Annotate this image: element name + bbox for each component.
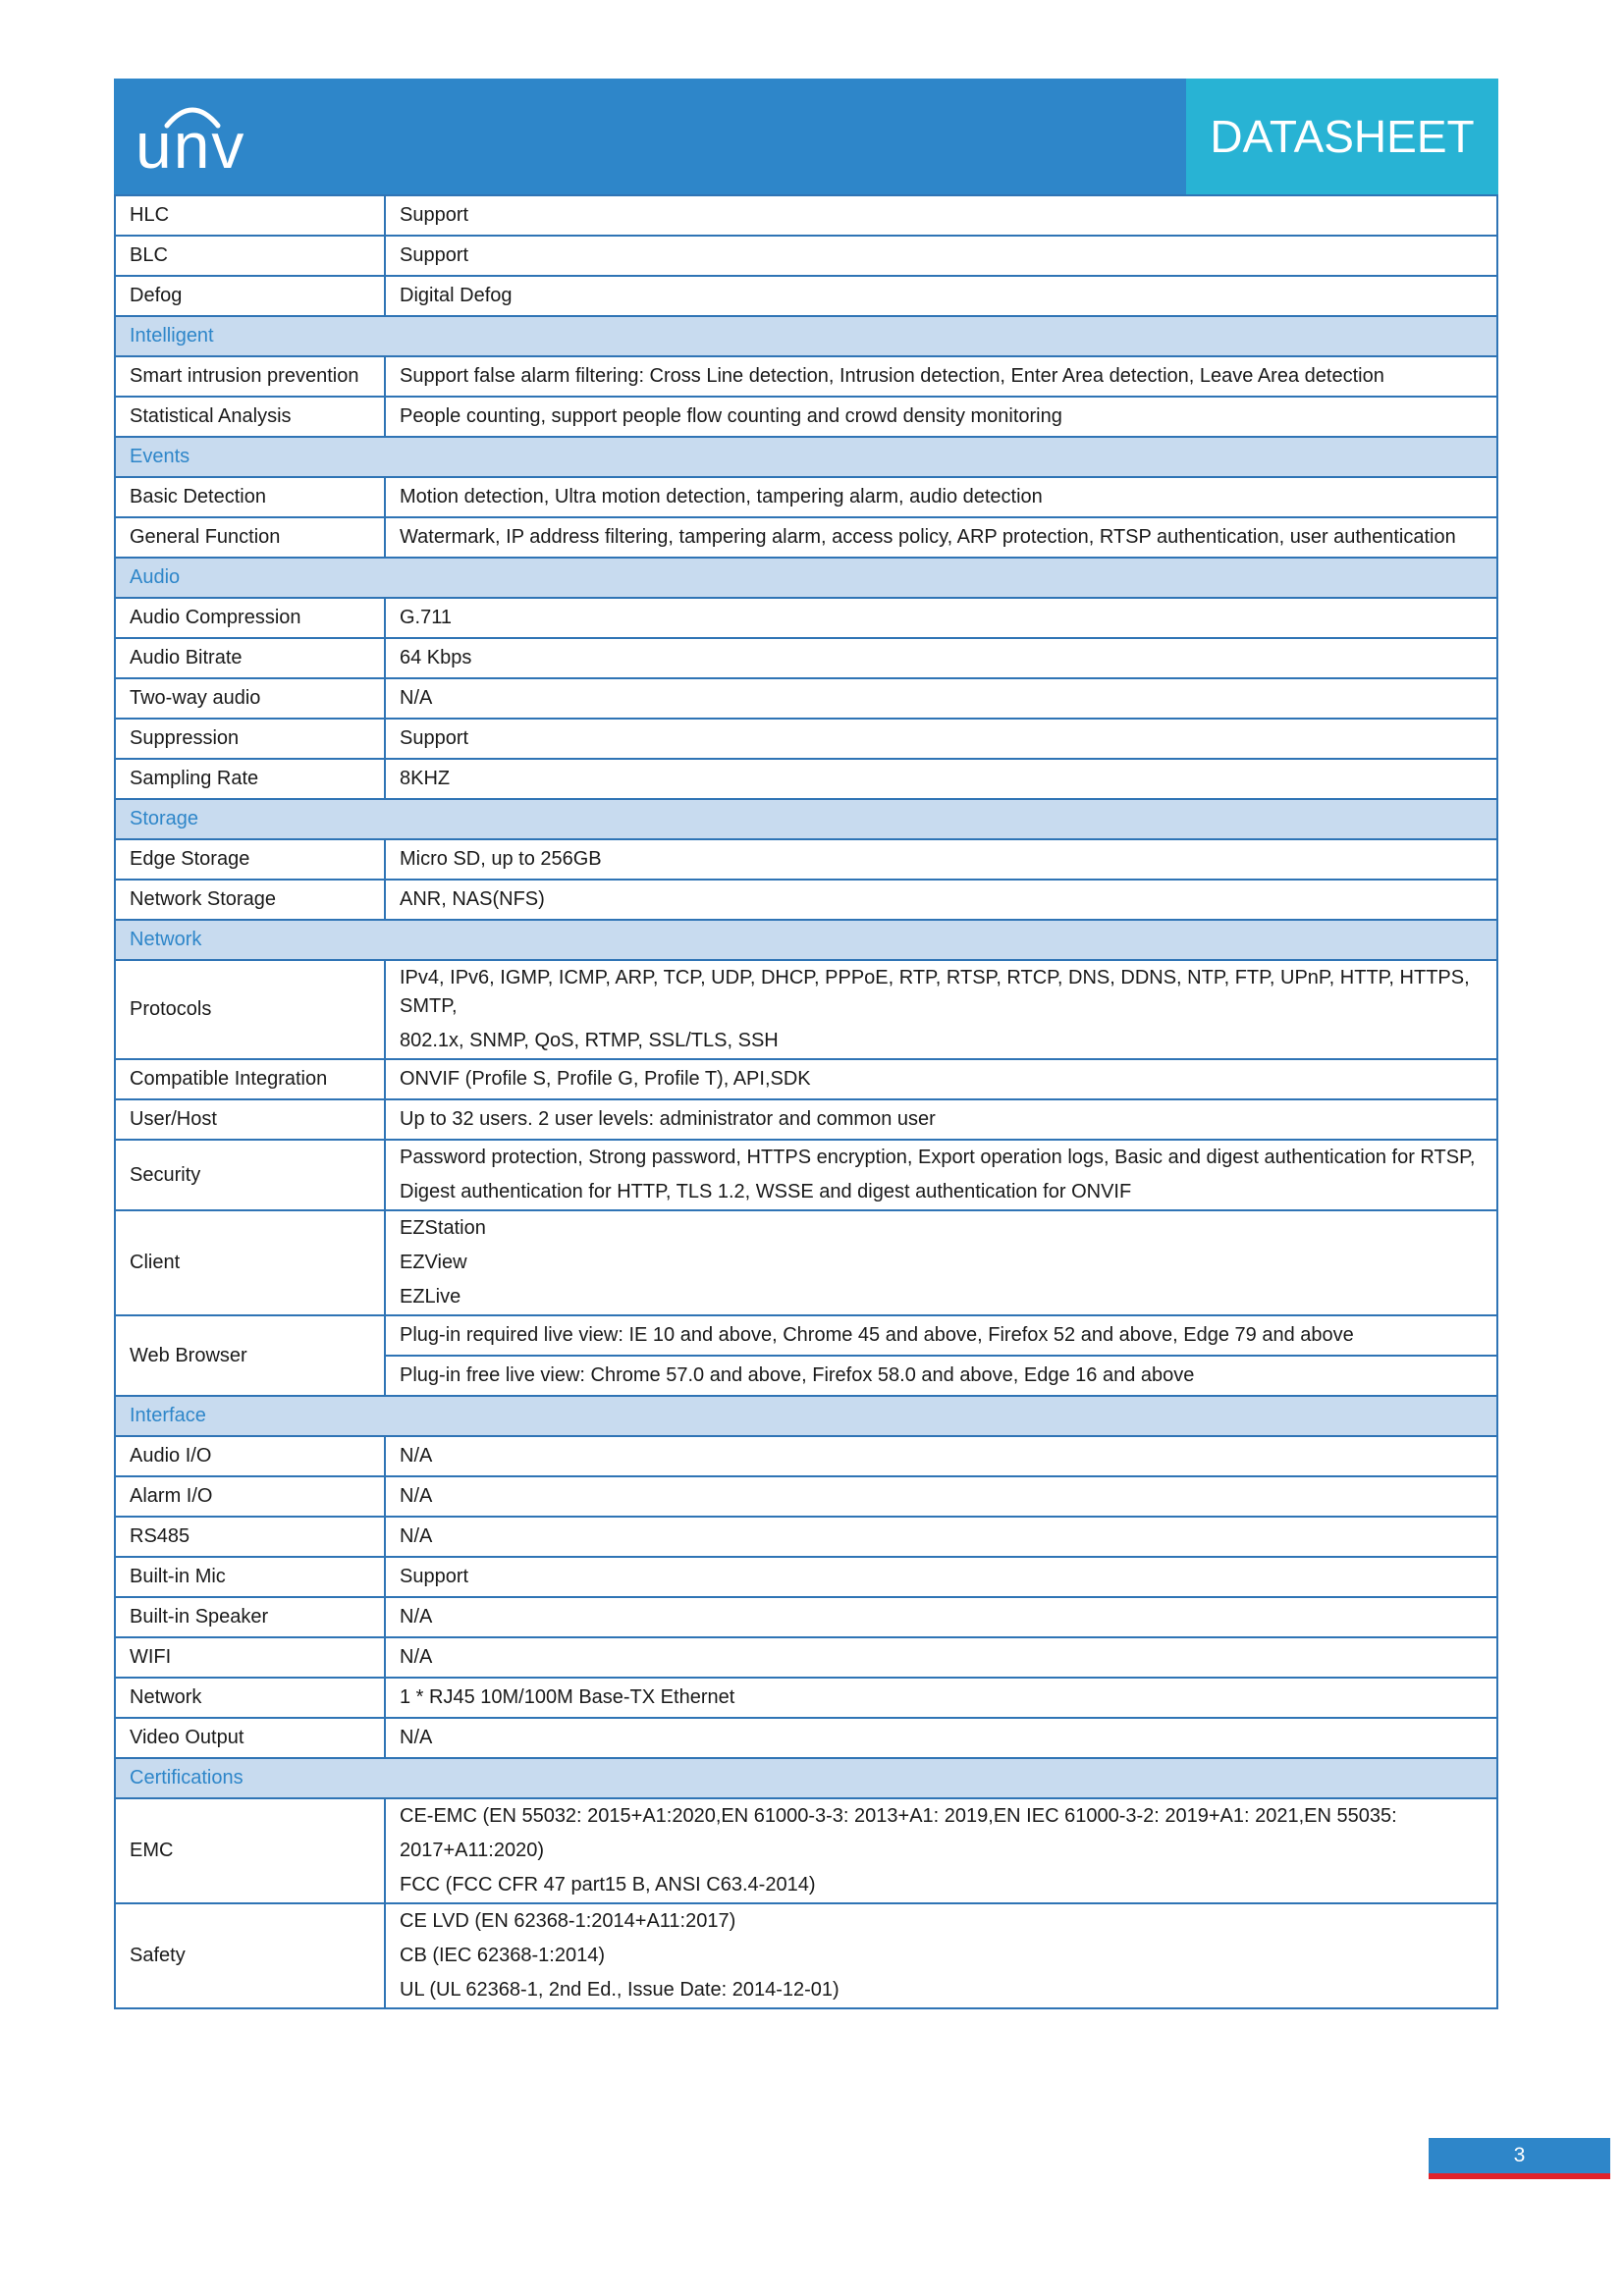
row-value: Support false alarm filtering: Cross Line detection, Intrusion detection, Enter Area detection, Leave Area detection (385, 356, 1497, 397)
row-label: Network Storage (115, 880, 385, 920)
row-value: Plug-in free live view: Chrome 57.0 and above, Firefox 58.0 and above, Edge 16 and above (385, 1356, 1497, 1396)
row-value: Support (385, 236, 1497, 276)
row-label: Protocols (115, 960, 385, 1059)
table-row (115, 1798, 1497, 1903)
row-value: N/A (385, 678, 1497, 719)
section-header-row (115, 316, 1497, 356)
row-label: Client (115, 1210, 385, 1315)
row-value: N/A (385, 1476, 1497, 1517)
row-value: ANR, NAS(NFS) (385, 880, 1497, 920)
table-row (115, 960, 1497, 1059)
section-header-row (115, 799, 1497, 839)
table-row (115, 1718, 1497, 1758)
table-row (115, 678, 1497, 719)
row-value: Support (385, 1557, 1497, 1597)
row-label: Security (115, 1140, 385, 1210)
row-label: Compatible Integration (115, 1059, 385, 1099)
datasheet-title: DATASHEET (1186, 79, 1498, 194)
row-label: HLC (115, 195, 385, 236)
row-label: Edge Storage (115, 839, 385, 880)
table-row (115, 236, 1497, 276)
table-row (115, 1903, 1497, 2008)
footer-accent-bar (1429, 2173, 1610, 2179)
row-value-line: 2017+A11:2020) (400, 1840, 544, 1861)
row-label: Built-in Mic (115, 1557, 385, 1597)
row-value-line: Digest authentication for HTTP, TLS 1.2, WSSE and digest authentication for ONVIF (400, 1181, 1132, 1202)
table-row (115, 1517, 1497, 1557)
table-row (115, 719, 1497, 759)
row-value-line: Password protection, Strong password, HTTPS encryption, Export operation logs, Basic and digest authentication for RTSP, (400, 1147, 1476, 1168)
table-row (115, 1476, 1497, 1517)
section-title: Network (115, 920, 1497, 960)
table-row (115, 1637, 1497, 1678)
row-value: 1 * RJ45 10M/100M Base-TX Ethernet (385, 1678, 1497, 1718)
row-value (385, 1798, 1497, 1903)
spec-table (114, 194, 1498, 2009)
row-value (385, 1140, 1497, 1210)
table-row (115, 356, 1497, 397)
section-header-row (115, 1396, 1497, 1436)
row-value: G.711 (385, 598, 1497, 638)
row-value-line: CB (IEC 62368-1:2014) (400, 1945, 606, 1966)
row-label: WIFI (115, 1637, 385, 1678)
row-label: Web Browser (115, 1315, 385, 1396)
table-row (115, 880, 1497, 920)
table-row (115, 1315, 1497, 1356)
logo-text: unv (135, 109, 246, 182)
row-value: Motion detection, Ultra motion detection, tampering alarm, audio detection (385, 477, 1497, 517)
table-row (115, 1678, 1497, 1718)
section-title: Events (115, 437, 1497, 477)
row-value: Up to 32 users. 2 user levels: administrator and common user (385, 1099, 1497, 1140)
row-label: Audio Compression (115, 598, 385, 638)
section-header-row (115, 920, 1497, 960)
row-label: Audio I/O (115, 1436, 385, 1476)
row-label: Audio Bitrate (115, 638, 385, 678)
row-value-line: EZStation (400, 1217, 486, 1239)
section-title: Storage (115, 799, 1497, 839)
row-value: N/A (385, 1436, 1497, 1476)
row-value (385, 1903, 1497, 2008)
page-number: 3 (1429, 2138, 1610, 2173)
table-row (115, 839, 1497, 880)
row-label: Defog (115, 276, 385, 316)
row-value: 64 Kbps (385, 638, 1497, 678)
section-title: Interface (115, 1396, 1497, 1436)
row-label: Video Output (115, 1718, 385, 1758)
row-value: N/A (385, 1637, 1497, 1678)
page-header (114, 79, 1498, 194)
section-title: Certifications (115, 1758, 1497, 1798)
row-label: Smart intrusion prevention (115, 356, 385, 397)
row-label: General Function (115, 517, 385, 558)
table-row (115, 195, 1497, 236)
row-label: Basic Detection (115, 477, 385, 517)
row-value-line: EZLive (400, 1286, 461, 1308)
row-value-line: CE-EMC (EN 55032: 2015+A1:2020,EN 61000-3-3: 2013+A1: 2019,EN IEC 61000-3-2: 2019+A1: 2021,EN 55035: (400, 1805, 1397, 1827)
row-value-line: IPv4, IPv6, IGMP, ICMP, ARP, TCP, UDP, DHCP, PPPoE, RTP, RTSP, RTCP, DNS, DDNS, NTP, FTP, UPnP, HTTP, HTTPS, SMTP, (400, 967, 1470, 1017)
row-value-line: EZView (400, 1252, 467, 1273)
row-label: Suppression (115, 719, 385, 759)
row-label: Alarm I/O (115, 1476, 385, 1517)
table-row (115, 638, 1497, 678)
section-header-row (115, 558, 1497, 598)
row-label: User/Host (115, 1099, 385, 1140)
table-row (115, 598, 1497, 638)
brand-logo (135, 100, 283, 182)
table-row (115, 397, 1497, 437)
row-value: ONVIF (Profile S, Profile G, Profile T), API,SDK (385, 1059, 1497, 1099)
row-value-line: 802.1x, SNMP, QoS, RTMP, SSL/TLS, SSH (400, 1030, 779, 1051)
row-value: Micro SD, up to 256GB (385, 839, 1497, 880)
row-label: Network (115, 1678, 385, 1718)
table-row (115, 477, 1497, 517)
table-row (115, 1436, 1497, 1476)
row-label: BLC (115, 236, 385, 276)
table-row (115, 276, 1497, 316)
table-row (115, 1059, 1497, 1099)
row-value: Support (385, 195, 1497, 236)
table-row (115, 1557, 1497, 1597)
table-row (115, 1597, 1497, 1637)
row-label: EMC (115, 1798, 385, 1903)
row-value: People counting, support people flow counting and crowd density monitoring (385, 397, 1497, 437)
row-label: Two-way audio (115, 678, 385, 719)
row-value: N/A (385, 1597, 1497, 1637)
row-value: N/A (385, 1718, 1497, 1758)
row-value: Watermark, IP address filtering, tampering alarm, access policy, ARP protection, RTSP authentication, user authentication (385, 517, 1497, 558)
table-row (115, 517, 1497, 558)
row-value: Digital Defog (385, 276, 1497, 316)
row-value: N/A (385, 1517, 1497, 1557)
row-label: RS485 (115, 1517, 385, 1557)
row-value-line: UL (UL 62368-1, 2nd Ed., Issue Date: 2014-12-01) (400, 1979, 839, 2001)
section-header-row (115, 1758, 1497, 1798)
row-label: Safety (115, 1903, 385, 2008)
row-value: 8KHZ (385, 759, 1497, 799)
row-value (385, 960, 1497, 1059)
row-value (385, 1210, 1497, 1315)
row-label: Built-in Speaker (115, 1597, 385, 1637)
table-row (115, 759, 1497, 799)
table-row (115, 1099, 1497, 1140)
section-title: Audio (115, 558, 1497, 598)
row-value: Plug-in required live view: IE 10 and above, Chrome 45 and above, Firefox 52 and above, Edge 79 and above (385, 1315, 1497, 1356)
row-value: Support (385, 719, 1497, 759)
row-label: Sampling Rate (115, 759, 385, 799)
row-value-line: CE LVD (EN 62368-1:2014+A11:2017) (400, 1910, 736, 1932)
row-label: Statistical Analysis (115, 397, 385, 437)
section-header-row (115, 437, 1497, 477)
row-value-line: FCC (FCC CFR 47 part15 B, ANSI C63.4-2014) (400, 1874, 816, 1896)
table-row (115, 1140, 1497, 1210)
table-row (115, 1210, 1497, 1315)
section-title: Intelligent (115, 316, 1497, 356)
